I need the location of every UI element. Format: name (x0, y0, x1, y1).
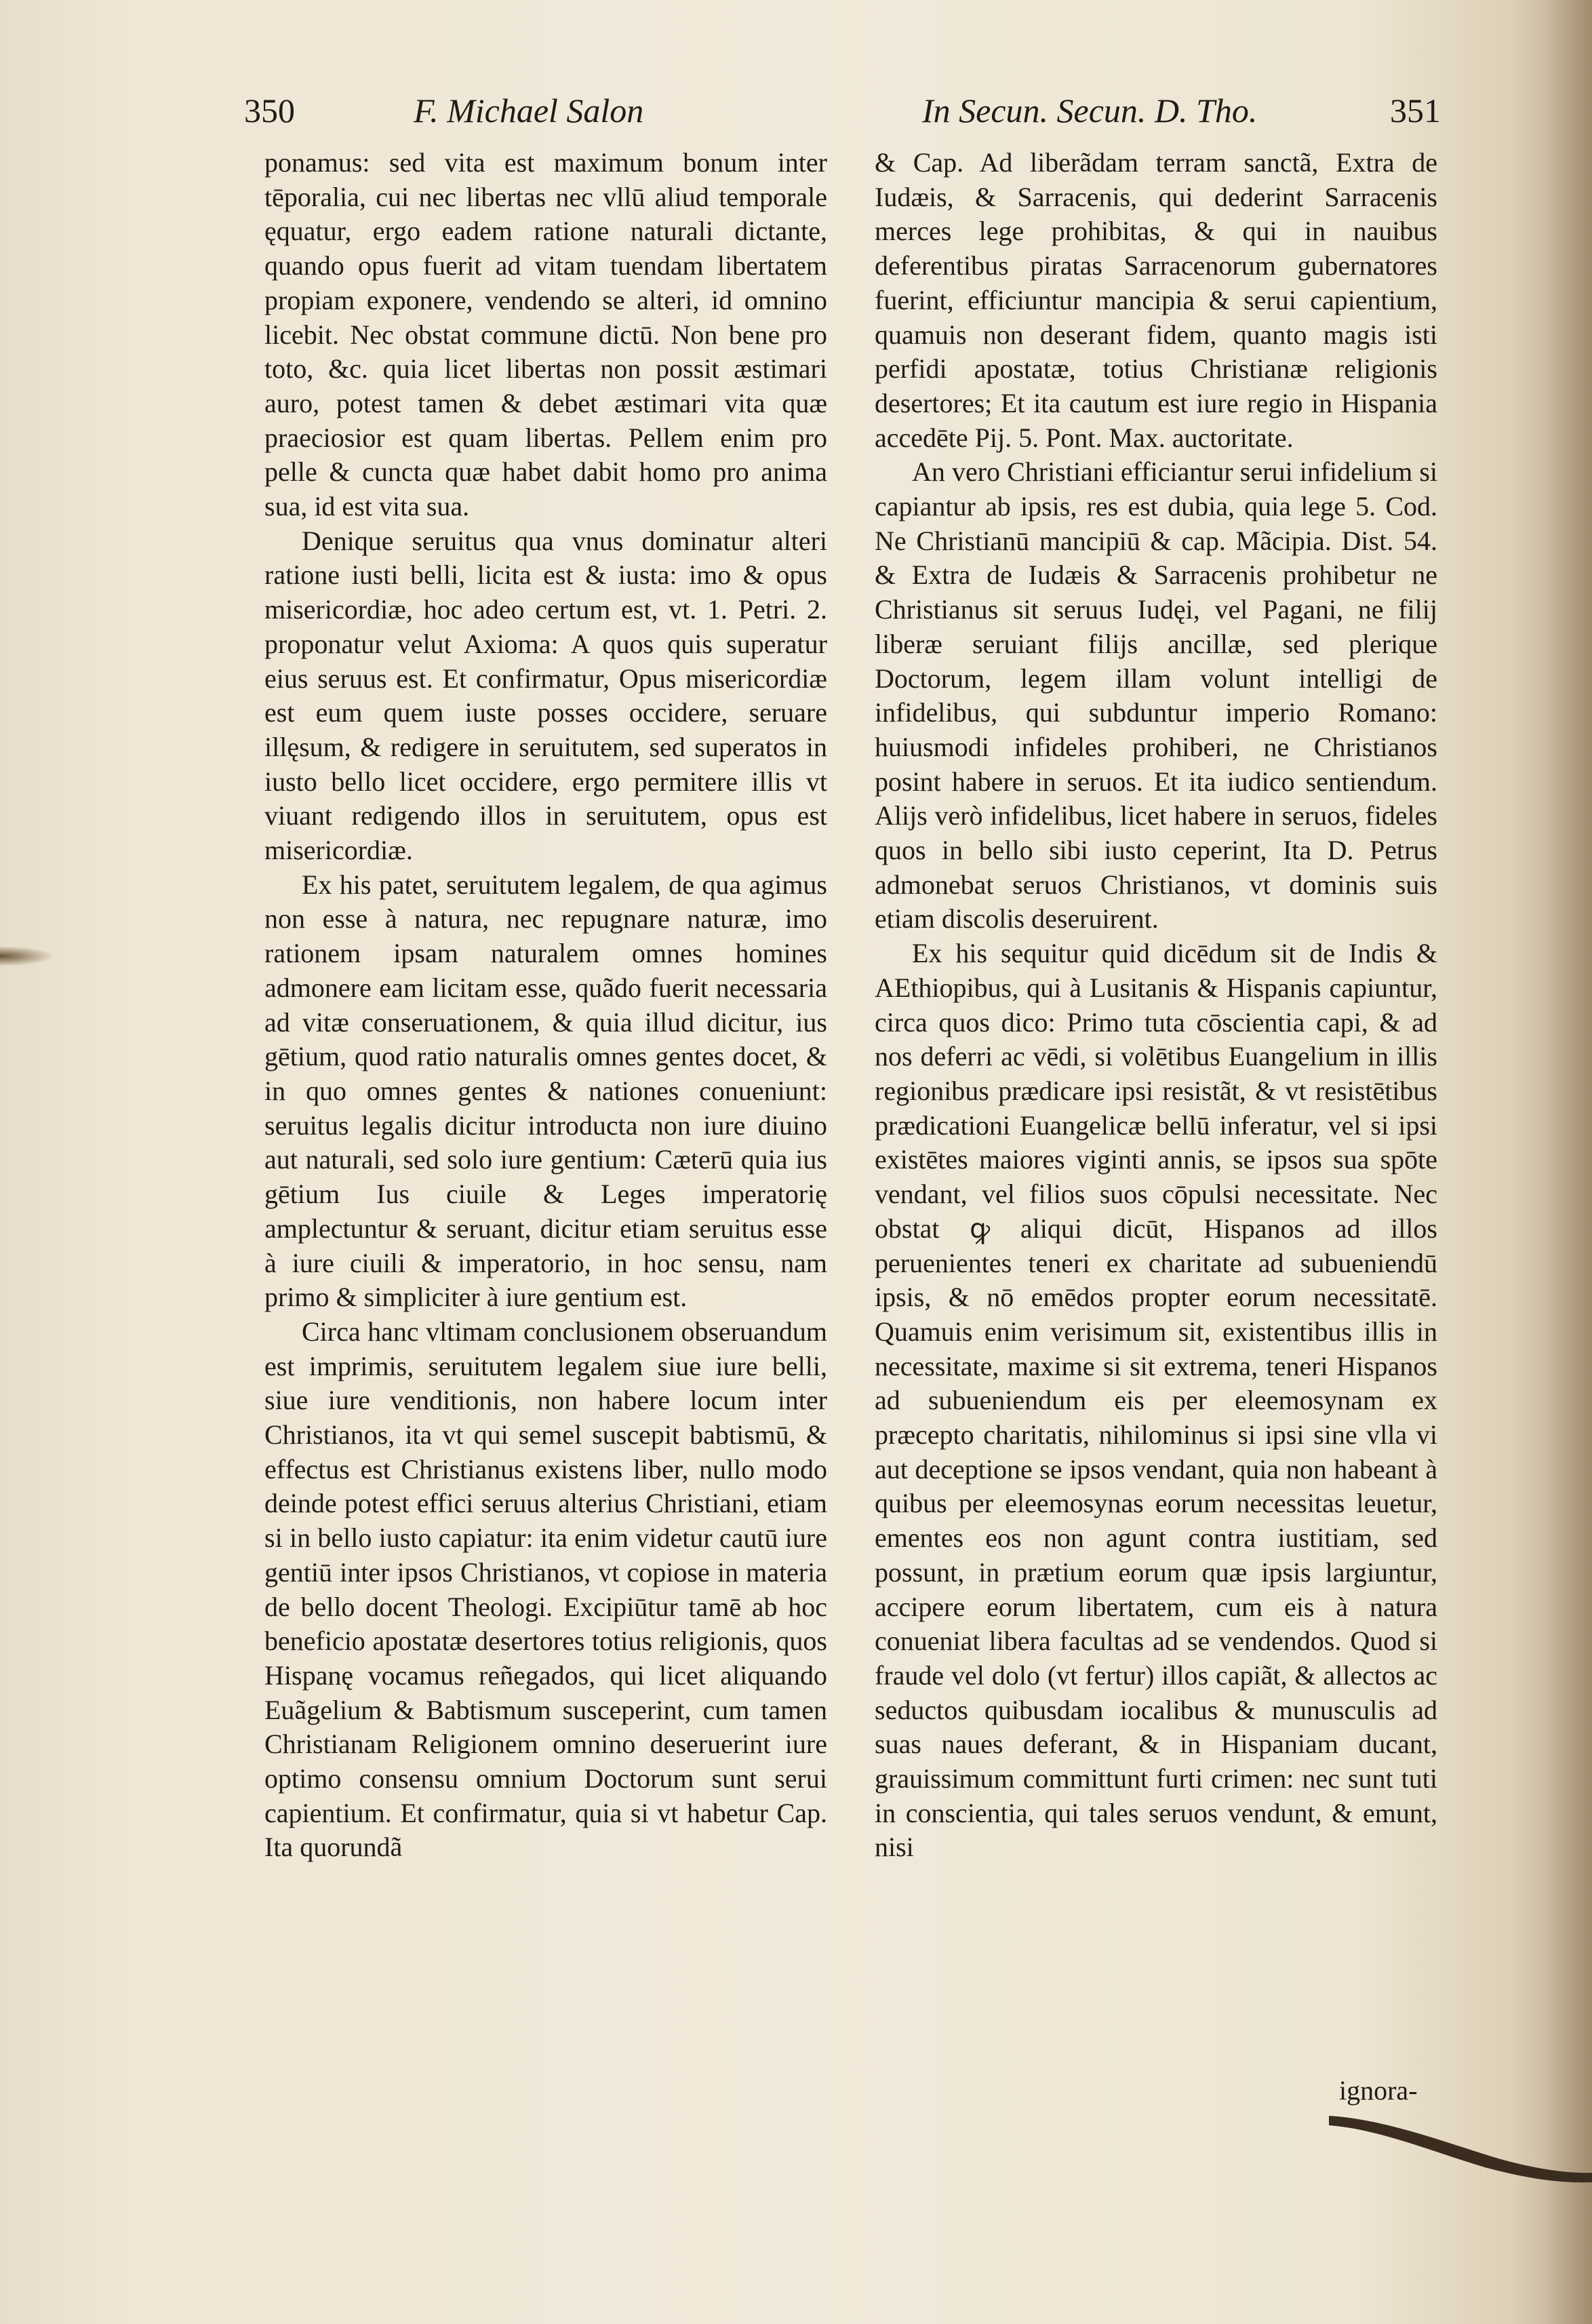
left-running-title: F. Michael Salon (414, 92, 644, 130)
paragraph: Ex his sequitur quid dicēdum sit de Indis & AEthiopibus, qui à Lusitanis & Hispanis capiuntur, circa quos dico: Primo tuta cōscientia capi, & ad nos deferri ac vēdi, si volētibus Euangelium in illis regionibus prædicare ipsi resistãt, & vt resistētibus prædicationi Euangelicæ bellū inferatur, vel si ipsi existētes maiores viginti annis, se ipsos sua spōte vendant, vel filios suos cōpulsi necessitate. Nec obstat ꝙ aliqui dicūt, Hispanos ad illos peruenientes teneri ex charitate ad subueniendū ipsis, & nō emēdos propter eorum necessitatē. Quamuis enim verisimum sit, existentibus illis in necessitate, maxime si sit extrema, teneri Hispanos ad subueniendum eis per eleemosynam ex præcepto charitatis, nihilominus si ipsi sine vlla vi aut deceptione se ipsos vendant, quia non habeant à quibus per eleemosynas eorum necessitas leuetur, ementes eos non agunt contra iustitiam, sed possunt, in prætium eorum quæ ipsis largiuntur, accipere eorum libertatem, cum eis à natura conueniat libera facultas ad se vendendos. Quod si fraude vel dolo (vt fertur) illos capiãt, & allectos ac seductos quibusdam iocalibus & munusculis ad suas naues deferant, & in Hispaniam ducant, grauissimum committunt furti crimen: nec sunt tuti in conscientia, qui tales seruos vendunt, & emunt, nisi (875, 938, 1437, 1863)
ink-stain (0, 946, 54, 966)
paragraph: Denique seruitus qua vnus dominatur alteri ratione iusti belli, licita est & iusta: imo & opus misericordiæ, hoc adeo certum est, vt. 1. Petri. 2. proponatur velut Axioma: A quos quis superatur eius seruus est. Et confirmatur, Opus misericordiæ est eum quem iuste posses occidere, seruare illęsum, & redigere in seruitutem, sed superatos in iusto bello licet occidere, ergo permitere illis vt viuant redigendo illos in seruitutem, opus est misericordiæ. (264, 525, 827, 866)
paragraph: Ex his patet, seruitutem legalem, de qua agimus non esse à natura, nec repugnare naturæ, imo rationem ipsam naturalem omnes homines admonere eam licitam esse, quãdo fuerit necessaria ad vitæ conseruationem, & quia illud dicitur, ius gētium, quod ratio naturalis omnes gentes docet, & in quo omnes gentes & nationes conueniunt: seruitus legalis dicitur introducta non iure diuino aut naturali, sed solo iure gentium: Cæterū quia ius gētium Ius ciuile & Leges imperatorię amplectuntur & seruant, dicitur etiam seruitus esse à iure ciuili & imperatorio, in hoc sensu, nam primo & simpliciter à iure gentium est. (264, 869, 827, 1313)
paragraph: ponamus: sed vita est maximum bonum inter tēporalia, cui nec libertas nec vllū aliud temporale ęquatur, ergo eadem ratione naturali dictante, quando opus fuerit ad vitam tuendam libertatem propiam exponere, vendendo se alteri, id omnino licebit. Nec obstat commune dictū. Non bene pro toto, &c. quia licet libertas non possit æstimari auro, potest tamen & debet æstimari vita quæ praeciosior est quam libertas. Pellem enim pro pelle & cuncta quæ habet dabit homo pro anima sua, id est vita sua. (264, 147, 827, 522)
paragraph: An vero Christiani efficiantur serui infidelium si capiantur ab ipsis, res est dubia, quia lege 5. Cod. Ne Christianū mancipiū & cap. Mãcipia. Dist. 54. & Extra de Iudæis & Sarracenis prohibetur ne Christianus sit seruus Iudęi, vel Pagani, ne filij liberæ seruiant filijs ancillæ, sed plerique Doctorum, legem illam volunt intelligi de infidelibus, qui subduntur imperio Romano: huiusmodi infideles prohiberi, ne Christianos posint habere in seruos. Et ita iudico sentiendum. Alijs verò infidelibus, licet habere in seruos, fideles quos in bello sibi iusto ceperint, Ita D. Petrus admonebat seruos Christianos, vt dominis suis etiam discolis deseruirent. (875, 456, 1437, 934)
paragraph: & Cap. Ad liberãdam terram sanctã, Extra de Iudæis, & Sarracenis, qui dederint Sarracenis merces lege prohibitas, & qui in nauibus deferentibus piratas Sarracenorum gubernatores fuerint, efficiuntur mancipia & serui capientium, quamuis non deserant fidem, quanto magis isti perfidi apostatæ, totius Christianæ religionis desertores; Et ita cautum est iure regio in Hispania accedēte Pij. 5. Pont. Max. auctoritate. (875, 147, 1437, 453)
right-running-title: In Secun. Secun. D. Tho. (922, 92, 1258, 130)
right-text-column (875, 146, 1437, 1865)
right-page-number: 351 (1390, 92, 1441, 130)
catchword: ignora- (1339, 2075, 1418, 2106)
running-head (244, 87, 1478, 134)
page-edge-shadow (1545, 0, 1592, 2324)
left-text-column (264, 146, 827, 1865)
ribbon-bookmark (1329, 2102, 1592, 2184)
paragraph: Circa hanc vltimam conclusionem obseruandum est imprimis, seruitutem legalem siue iure belli, siue iure venditionis, non habere locum inter Christianos, ita vt qui semel suscepit babtismū, & effectus est Christianus existens liber, nullo modo deinde potest effici seruus alterius Christiani, etiam si in bello iusto capiatur: ita enim videtur cautū iure gentiū inter ipsos Christianos, vt copiose in materia de bello docent Theologi. Excipiūtur tamē ab hoc beneficio apostatæ desertores totius religionis, quos Hispanę vocamus reñegados, qui licet aliquando Euãgelium & Babtismum susceperint, cum tamen Christianam Religionem omnino deseruerint iure optimo consensu omnium Doctorum sunt serui capientium. Et confirmatur, quia si vt habetur Cap. Ita quorundã (264, 1316, 827, 1863)
left-page-number: 350 (244, 92, 295, 130)
